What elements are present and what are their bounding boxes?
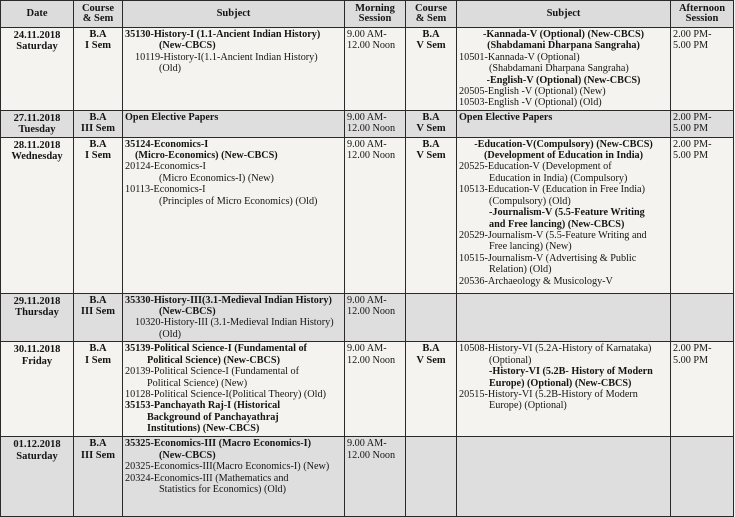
- table-row: [1, 342, 734, 437]
- timetable-body: [1, 28, 734, 517]
- course-sem-line: I Sem: [85, 40, 111, 52]
- afternoon-session-cell: [671, 137, 734, 293]
- morning-session-cell: [345, 28, 406, 111]
- morning-session-line: 9.00 AM-: [347, 111, 387, 123]
- subject-line: 35124-Economics-I: [125, 138, 209, 150]
- afternoon-session-line: 2.00 PM-: [673, 343, 712, 355]
- course-sem-line: III Sem: [80, 449, 116, 461]
- morning-session-cell: [345, 342, 406, 437]
- subject-line: 35130-History-I (1.1-Ancient Indian History): [125, 29, 321, 40]
- subject-line: Background of Panchayathraj: [147, 411, 279, 423]
- subject-line: Political Science) (New-CBCS): [147, 354, 280, 366]
- morning-session-cell: [345, 293, 406, 342]
- subject-line: Institutions) (New-CBCS): [147, 423, 260, 435]
- subject-line: 20124-Economics-I: [125, 161, 206, 173]
- date-cell: [1, 28, 74, 111]
- morning-session-line: 12.00 Noon: [347, 306, 396, 318]
- subject-line: 10501-Kannada-V (Optional): [459, 51, 580, 63]
- afternoon-session-cell: [671, 110, 734, 137]
- date-line: 27.11.2018: [13, 112, 61, 124]
- afternoon-session-line: 5.00 PM: [673, 150, 709, 162]
- course-sem-line: B.A: [89, 29, 107, 40]
- course-sem-cell: [406, 137, 457, 293]
- date-cell: [1, 437, 74, 517]
- subject-cell: [457, 342, 671, 437]
- subject-line: Open Elective Papers: [459, 111, 553, 123]
- afternoon-session-cell: [671, 437, 734, 517]
- subject-line: (Principles of Micro Economics) (Old): [159, 195, 318, 207]
- subject-line: (Development of Education in India): [483, 150, 644, 162]
- morning-session-line: 12.00 Noon: [347, 449, 396, 461]
- header-course-right: Course & Sem: [406, 1, 457, 28]
- course-sem-cell: [406, 437, 457, 517]
- subject-line: 20515-History-VI (5.2B-History of Modern: [459, 388, 638, 400]
- header-subject-right: Subject: [457, 1, 671, 28]
- table-row: [1, 137, 734, 293]
- course-sem-cell: [74, 28, 123, 111]
- course-sem-cell: [74, 293, 123, 342]
- subject-line: 10508-History-VI (5.2A-History of Karnataka): [459, 343, 652, 355]
- subject-line: 10503-English -V (Optional) (Old): [459, 97, 602, 109]
- course-sem-cell: [406, 28, 457, 111]
- subject-line: 20324-Economics-III (Mathematics and: [125, 472, 289, 484]
- morning-session-line: 9.00 AM-: [347, 29, 387, 40]
- afternoon-session-line: 2.00 PM-: [673, 138, 712, 150]
- subject-cell: [457, 293, 671, 342]
- course-sem-cell: [406, 110, 457, 137]
- subject-cell: [123, 293, 345, 342]
- course-sem-line: B.A: [422, 111, 440, 123]
- afternoon-session-line: 5.00 PM: [673, 354, 709, 366]
- subject-cell: [123, 437, 345, 517]
- morning-session-cell: [345, 137, 406, 293]
- subject-line: 35139-Political Science-I (Fundamental of: [125, 343, 307, 355]
- subject-cell: [123, 342, 345, 437]
- course-sem-line: V Sem: [416, 40, 446, 52]
- table-row: [1, 28, 734, 111]
- subject-cell: [457, 137, 671, 293]
- afternoon-session-cell: [671, 293, 734, 342]
- course-sem-line: B.A: [89, 343, 107, 355]
- header-row: [1, 1, 734, 28]
- subject-cell: [457, 437, 671, 517]
- subject-line: (Micro Economics-I) (New): [159, 172, 274, 184]
- subject-line: Relation) (Old): [489, 264, 552, 276]
- header-course-left: Course & Sem: [74, 1, 123, 28]
- subject-line: Europe) (Optional): [489, 400, 567, 412]
- course-sem-cell: [406, 293, 457, 342]
- course-sem-line: I Sem: [85, 150, 111, 162]
- course-sem-line: V Sem: [416, 354, 446, 366]
- date-line: 01.12.2018: [13, 439, 61, 451]
- header-morning-session: Morning Session: [345, 1, 406, 28]
- header-subject-left: Subject: [123, 1, 345, 28]
- subject-line: (Shabdamani Dharpana Sangraha): [487, 40, 640, 52]
- date-line: Thursday: [15, 307, 59, 319]
- subject-line: 20325-Economics-III(Macro Economics-I) (New): [125, 461, 330, 473]
- subject-line: 10513-Education-V (Education in Free India): [459, 184, 645, 196]
- course-sem-line: III Sem: [80, 123, 116, 135]
- course-sem-line: B.A: [422, 138, 440, 150]
- subject-cell: [123, 28, 345, 111]
- subject-line: Political Science) (New): [147, 377, 248, 389]
- course-sem-line: III Sem: [80, 306, 116, 318]
- subject-line: 10119-History-I(1.1-Ancient Indian History): [135, 51, 318, 63]
- subject-line: (New-CBCS): [159, 40, 216, 52]
- course-sem-line: V Sem: [416, 150, 446, 162]
- subject-line: (Optional): [489, 354, 532, 366]
- afternoon-session-line: 2.00 PM-: [673, 29, 712, 40]
- subject-line: 35330-History-III(3.1-Medieval Indian History): [125, 294, 332, 306]
- subject-line: 20529-Journalism-V (5.5-Feature Writing and: [459, 229, 647, 241]
- course-sem-line: I Sem: [85, 354, 111, 366]
- header-date: Date: [1, 1, 74, 28]
- subject-line: Free lancing) (New): [489, 241, 572, 253]
- date-line: Friday: [21, 355, 53, 367]
- subject-line: 10128-Political Science-I(Political Theory) (Old): [125, 388, 326, 400]
- morning-session-cell: [345, 437, 406, 517]
- morning-session-cell: [345, 110, 406, 137]
- course-sem-line: B.A: [89, 138, 107, 150]
- course-sem-cell: [74, 137, 123, 293]
- afternoon-session-line: 2.00 PM-: [673, 111, 712, 123]
- course-sem-line: B.A: [422, 29, 440, 40]
- subject-line: (Old): [159, 328, 182, 340]
- date-line: Saturday: [16, 450, 58, 462]
- subject-line: (New-CBCS): [159, 449, 216, 461]
- table-row: [1, 437, 734, 517]
- date-line: Wednesday: [11, 151, 63, 163]
- morning-session-line: 9.00 AM-: [347, 438, 387, 450]
- date-cell: [1, 137, 74, 293]
- course-sem-cell: [74, 110, 123, 137]
- subject-line: 35153-Panchayath Raj-I (Historical: [125, 400, 281, 412]
- course-sem-line: B.A: [89, 294, 107, 306]
- header-afternoon-session: Afternoon Session: [671, 1, 734, 28]
- course-sem-cell: [406, 342, 457, 437]
- morning-session-line: 9.00 AM-: [347, 138, 387, 150]
- date-line: 24.11.2018: [13, 30, 61, 41]
- subject-line: -Education-V(Compulsory) (New-CBCS): [474, 138, 653, 150]
- subject-line: Open Elective Papers: [125, 111, 219, 123]
- subject-line: Europe) (Optional) (New-CBCS): [489, 377, 632, 389]
- afternoon-session-line: 5.00 PM: [673, 40, 709, 52]
- date-cell: [1, 110, 74, 137]
- subject-line: -Journalism-V (5.5-Feature Writing: [489, 207, 645, 219]
- course-sem-line: V Sem: [416, 123, 446, 135]
- date-line: 28.11.2018: [13, 139, 61, 151]
- morning-session-line: 12.00 Noon: [347, 40, 396, 52]
- course-sem-cell: [74, 437, 123, 517]
- subject-cell: [457, 28, 671, 111]
- date-line: Saturday: [16, 41, 58, 53]
- subject-line: (Old): [159, 63, 182, 75]
- table-row: [1, 110, 734, 137]
- course-sem-line: B.A: [89, 111, 107, 123]
- subject-cell: [457, 110, 671, 137]
- table-row: [1, 293, 734, 342]
- afternoon-session-line: 5.00 PM: [673, 123, 709, 135]
- subject-line: 20525-Education-V (Development of: [459, 161, 612, 173]
- subject-cell: [123, 110, 345, 137]
- subject-line: and Free lancing) (New-CBCS): [489, 218, 625, 230]
- afternoon-session-cell: [671, 28, 734, 111]
- course-sem-cell: [74, 342, 123, 437]
- subject-line: 10320-History-III (3.1-Medieval Indian History): [135, 317, 334, 329]
- date-line: Tuesday: [18, 124, 56, 136]
- subject-line: (Micro-Economics) (New-CBCS): [135, 150, 278, 162]
- subject-line: -English-V (Optional) (New-CBCS): [486, 74, 641, 86]
- subject-line: (New-CBCS): [159, 306, 216, 318]
- course-sem-line: B.A: [422, 343, 440, 355]
- date-cell: [1, 293, 74, 342]
- subject-line: 20505-English -V (Optional) (New): [459, 86, 606, 98]
- subject-line: 20139-Political Science-I (Fundamental of: [125, 366, 299, 378]
- morning-session-line: 9.00 AM-: [347, 294, 387, 306]
- morning-session-line: 12.00 Noon: [347, 123, 396, 135]
- date-line: 30.11.2018: [13, 344, 61, 356]
- subject-line: 35325-Economics-III (Macro Economics-I): [125, 438, 311, 450]
- subject-line: 20536-Archaeology & Musicology-V: [459, 275, 613, 287]
- date-line: 29.11.2018: [13, 295, 61, 307]
- subject-cell: [123, 137, 345, 293]
- subject-line: Education in India) (Compulsory): [489, 172, 628, 184]
- morning-session-line: 12.00 Noon: [347, 150, 396, 162]
- morning-session-line: 9.00 AM-: [347, 343, 387, 355]
- morning-session-line: 12.00 Noon: [347, 354, 396, 366]
- subject-line: -History-VI (5.2B- History of Modern: [489, 366, 653, 378]
- subject-line: -Kannada-V (Optional) (New-CBCS): [482, 29, 645, 40]
- subject-line: Statistics for Economics) (Old): [159, 483, 287, 495]
- subject-line: 10113-Economics-I: [125, 184, 206, 196]
- date-cell: [1, 342, 74, 437]
- course-sem-line: B.A: [89, 438, 107, 450]
- subject-line: 10515-Journalism-V (Advertising & Public: [459, 252, 637, 264]
- subject-line: (Compulsory) (Old): [489, 195, 571, 207]
- afternoon-session-cell: [671, 342, 734, 437]
- subject-line: (Shabdamani Dharpana Sangraha): [489, 63, 629, 75]
